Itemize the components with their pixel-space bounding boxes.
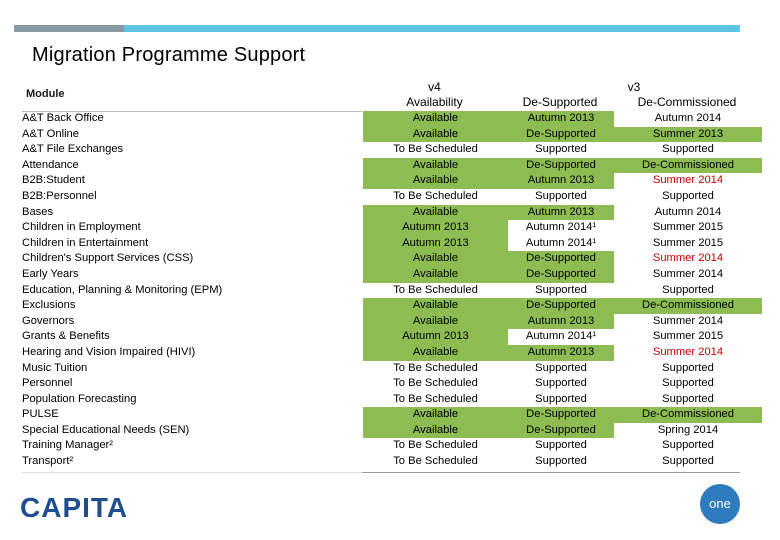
v3-decommissioned-cell: Summer 2013 <box>614 127 762 143</box>
v4-availability-cell: To Be Scheduled <box>393 377 478 390</box>
v3-supported-cell: Supported <box>535 361 587 374</box>
v4-availability-cell: Available <box>363 423 508 439</box>
table-row <box>22 267 762 283</box>
capita-logo: CAPITA <box>20 492 129 523</box>
v3-decommissioned-cell: Summer 2015 <box>652 330 724 343</box>
module-cell: Transport² <box>22 455 74 468</box>
module-cell: Governors <box>22 314 75 327</box>
v3-decommissioned-cell: De-Commissioned <box>614 407 762 423</box>
module-header: Module <box>26 88 65 100</box>
v4-availability-cell: To Be Scheduled <box>393 189 478 202</box>
v3-supported-cell: De-Supported <box>508 267 614 283</box>
module-cell: Training Manager² <box>22 439 113 452</box>
module-cell: Education, Planning & Monitoring (EPM) <box>22 283 223 296</box>
v3-decommissioned-cell: Autumn 2014 <box>654 112 722 124</box>
table-row <box>22 407 762 423</box>
table-row <box>22 314 762 330</box>
table-row <box>22 127 762 143</box>
v3-decommissioned-cell: Autumn 2014 <box>654 205 722 218</box>
v3-supported-cell: Autumn 2013 <box>508 205 614 221</box>
v3-decommissioned-cell: Supported <box>662 361 714 374</box>
v3-decommissioned-cell: De-Commissioned <box>614 158 762 174</box>
v3-decommissioned-cell: Summer 2014 <box>652 345 724 358</box>
module-cell: A&T Online <box>22 127 80 140</box>
v4-availability-cell: Available <box>363 407 508 423</box>
v3-decommissioned-cell: Supported <box>662 283 714 296</box>
v3-supported-cell: Autumn 2014¹ <box>525 236 597 249</box>
module-cell: A&T Back Office <box>22 112 104 124</box>
v3-supported-cell: Autumn 2014¹ <box>525 221 597 234</box>
v4-availability-cell: To Be Scheduled <box>393 455 478 468</box>
table-row <box>22 361 762 377</box>
v3-supported-cell: Autumn 2013 <box>508 345 614 361</box>
table-row <box>22 438 762 454</box>
v3-supported-cell: Supported <box>535 377 587 390</box>
module-cell: Music Tuition <box>22 361 88 374</box>
v3-decommissioned-header: De-Commissioned <box>637 95 737 109</box>
v4-availability-cell: To Be Scheduled <box>393 392 478 405</box>
v3-supported-cell: Supported <box>535 392 587 405</box>
table-row <box>22 423 762 439</box>
table-row <box>22 173 762 189</box>
v4-availability-cell: Autumn 2013 <box>363 329 508 345</box>
v4-availability-cell: Available <box>363 158 508 174</box>
module-cell: Children's Support Services (CSS) <box>22 252 194 265</box>
v3-decommissioned-cell: Spring 2014 <box>657 423 719 436</box>
v3-supported-cell: De-Supported <box>508 407 614 423</box>
v3-decommissioned-cell: Summer 2015 <box>652 236 724 249</box>
v4-version-header: v4 <box>428 80 441 94</box>
v3-version-header: v3 <box>627 80 641 94</box>
v3-decommissioned-cell: Supported <box>662 189 714 202</box>
table-row <box>22 329 762 345</box>
table-row <box>22 111 762 127</box>
module-cell: Children in Employment <box>22 221 141 234</box>
v4-availability-cell: To Be Scheduled <box>393 439 478 452</box>
v4-availability-cell: To Be Scheduled <box>393 361 478 374</box>
v3-supported-cell: De-Supported <box>508 423 614 439</box>
table-row <box>22 392 762 408</box>
v3-decommissioned-cell: Summer 2014 <box>652 174 724 187</box>
v3-supported-cell: Supported <box>535 455 587 468</box>
migration-table <box>22 111 762 470</box>
v3-supported-cell: Autumn 2013 <box>508 173 614 189</box>
v3-supported-cell: Supported <box>535 439 587 452</box>
module-cell: Hearing and Vision Impaired (HIVI) <box>22 345 196 358</box>
table-row <box>22 376 762 392</box>
module-cell: Bases <box>22 205 54 218</box>
module-cell: B2B:Personnel <box>22 189 97 202</box>
module-cell: Exclusions <box>22 299 76 312</box>
v3-supported-cell: De-Supported <box>508 158 614 174</box>
module-cell: PULSE <box>22 408 59 421</box>
v3-decommissioned-cell: Summer 2014 <box>652 267 724 280</box>
v4-availability-cell: Autumn 2013 <box>363 236 508 252</box>
v4-availability-cell: Available <box>363 127 508 143</box>
v3-supported-header: De-Supported <box>522 95 598 109</box>
v3-decommissioned-cell: Supported <box>662 392 714 405</box>
v4-availability-cell: Available <box>363 111 508 127</box>
v4-availability-cell: Available <box>363 298 508 314</box>
v3-supported-cell: De-Supported <box>508 127 614 143</box>
v4-availability-cell: Autumn 2013 <box>363 220 508 236</box>
module-cell: Population Forecasting <box>22 392 137 405</box>
v3-supported-cell: Autumn 2013 <box>508 314 614 330</box>
module-cell: B2B:Student <box>22 174 85 187</box>
v3-supported-cell: Autumn 2013 <box>508 111 614 127</box>
v3-supported-cell: Supported <box>535 143 587 156</box>
v4-availability-cell: Available <box>363 314 508 330</box>
table-row <box>22 142 762 158</box>
v4-availability-cell: Available <box>363 251 508 267</box>
table-row <box>22 220 762 236</box>
table-row <box>22 298 762 314</box>
v3-decommissioned-cell: Supported <box>662 455 714 468</box>
v4-availability-cell: Available <box>363 345 508 361</box>
table-row <box>22 205 762 221</box>
v3-supported-cell: De-Supported <box>508 251 614 267</box>
v3-supported-cell: Supported <box>535 283 587 296</box>
table-row <box>22 189 762 205</box>
v4-availability-cell: Available <box>363 205 508 221</box>
table-row <box>22 158 762 174</box>
table-row <box>22 283 762 299</box>
table-row <box>22 454 762 470</box>
v4-availability-cell: Available <box>363 267 508 283</box>
table-bottom-rule-left <box>22 472 362 473</box>
one-logo: one <box>700 484 740 524</box>
v3-decommissioned-cell: Summer 2015 <box>652 221 724 234</box>
page-title: Migration Programme Support <box>32 44 306 66</box>
module-cell: A&T File Exchanges <box>22 143 124 156</box>
v3-decommissioned-cell: Supported <box>662 143 714 156</box>
v4-availability-cell: To Be Scheduled <box>393 143 478 156</box>
v3-supported-cell: Supported <box>535 189 587 202</box>
v4-availability-header: Availability <box>406 95 463 109</box>
table-row <box>22 251 762 267</box>
table-row <box>22 345 762 361</box>
module-cell: Attendance <box>22 158 79 171</box>
v3-decommissioned-cell: De-Commissioned <box>614 298 762 314</box>
v3-supported-cell: Autumn 2014¹ <box>525 330 597 343</box>
v4-availability-cell: Available <box>363 173 508 189</box>
module-cell: Children in Entertainment <box>22 236 149 249</box>
v3-supported-cell: De-Supported <box>508 298 614 314</box>
v3-decommissioned-cell: Summer 2014 <box>652 314 724 327</box>
header-accent-bar-dark <box>14 25 124 32</box>
v4-availability-cell: To Be Scheduled <box>393 283 478 296</box>
table-row <box>22 236 762 252</box>
v3-decommissioned-cell: Supported <box>662 377 714 390</box>
module-cell: Special Educational Needs (SEN) <box>22 423 190 436</box>
module-cell: Grants & Benefits <box>22 330 110 343</box>
table-bottom-rule <box>362 472 740 473</box>
v3-decommissioned-cell: Summer 2014 <box>652 252 724 265</box>
module-cell: Personnel <box>22 377 73 390</box>
v3-decommissioned-cell: Supported <box>662 439 714 452</box>
module-cell: Early Years <box>22 267 79 280</box>
